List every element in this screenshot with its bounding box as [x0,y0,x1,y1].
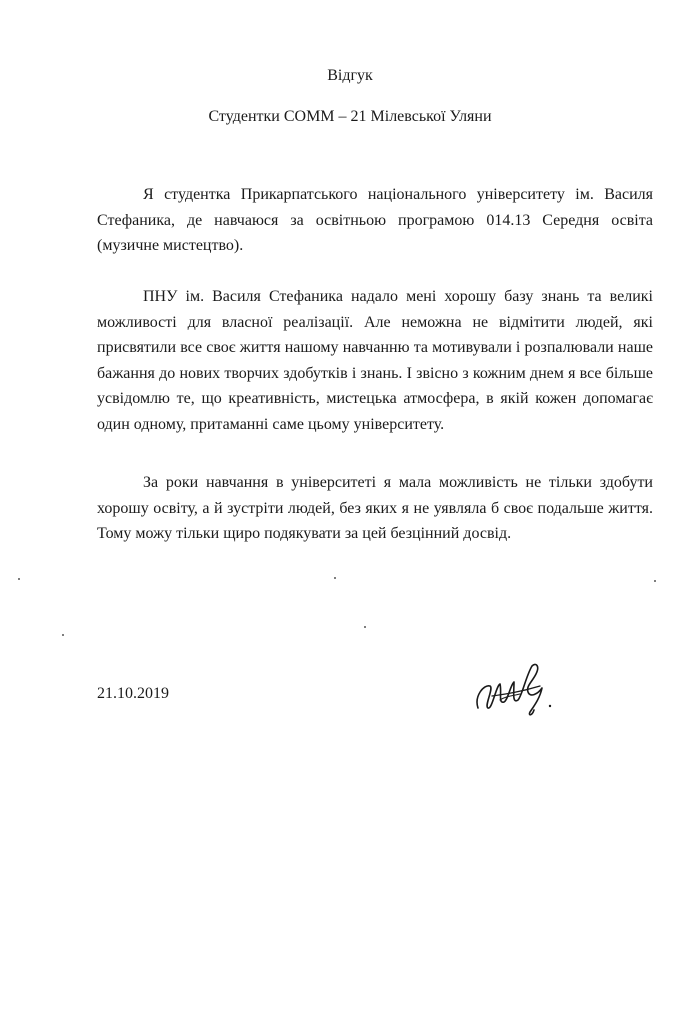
signature [470,656,565,726]
document-heading: Відгук [327,67,373,84]
paragraph-1-text: Я студентка Прикарпатського національного університету ім. Василя Стефаника, де навчаюся за освітньою програмою 014.13 Середня освіта (музичне мистецтво). [97,186,653,254]
paragraph-1 [97,182,653,259]
paragraph-3-text: За роки навчання в університеті я мала можливість не тільки здобути хорошу освіту, а й зустріти людей, без яких я не уявляла б своє подальше життя. Тому можу тільки щиро подякувати за цей безцінний досвід. [97,474,653,542]
paragraph-2-text: ПНУ ім. Василя Стефаника надало мені хорошу базу знань та великі можливості для власної реалізації. Але неможна не відмітити людей, які присвятили все своє життя нашому навчанню та мотивували і розпалювали наше бажання до нових творчих здобутків і знань. І звісно з кожним днем я все більше усвідомлю те, що креативність, мистецька атмосфера, в якій кожен допомагає один одному, притаманні саме цьому університету. [97,288,653,433]
document-date: 21.10.2019 [97,685,169,702]
scan-speck [18,578,20,580]
scan-speck [334,577,336,579]
scan-speck [654,580,656,582]
paragraph-2 [97,284,653,437]
paragraph-3 [97,470,653,547]
scan-speck [364,626,366,628]
scan-speck [62,634,64,636]
document-subheading: Студентки СОММ – 21 Мілевської Уляни [208,108,492,125]
